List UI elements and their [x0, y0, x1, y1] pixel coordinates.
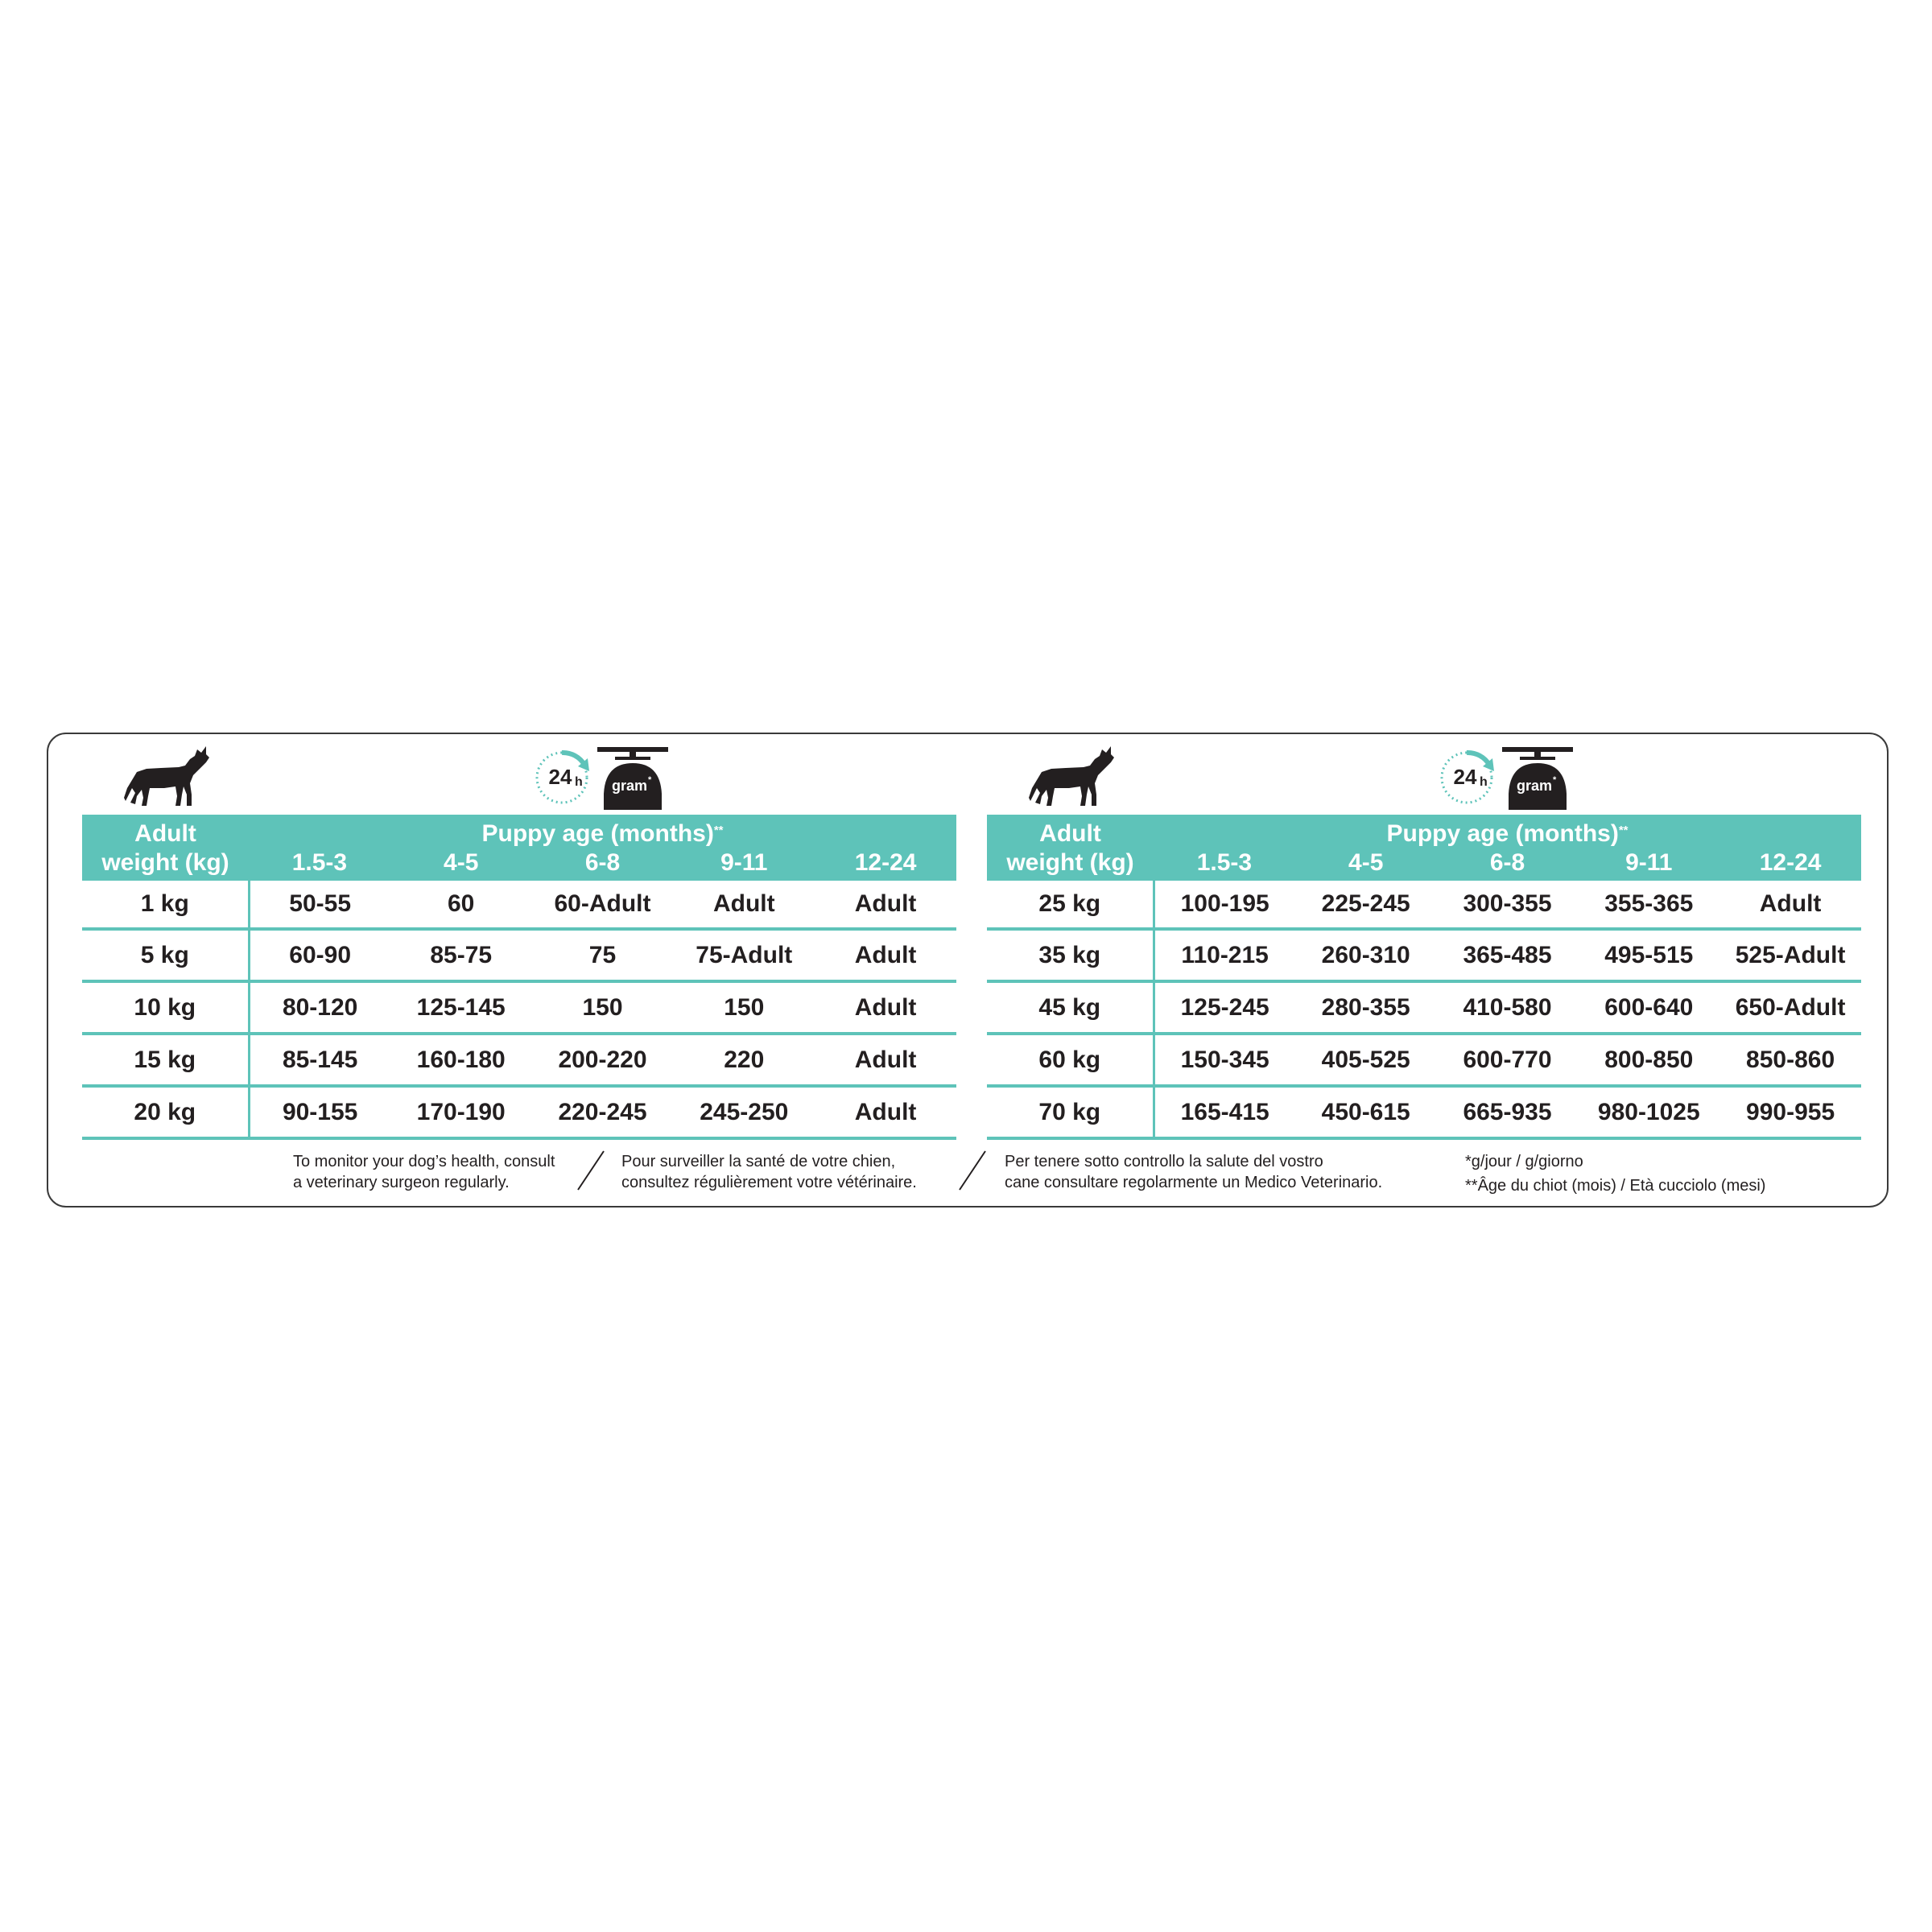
feeding-section-right [987, 734, 1861, 1153]
amount-cell: 260-310 [1295, 929, 1437, 981]
dog-silhouette-icon [122, 745, 209, 807]
gram-label: gram [1516, 778, 1553, 794]
amount-cell: 160-180 [390, 1034, 532, 1086]
amount-cell: Adult [815, 929, 956, 981]
amount-cell: 990-955 [1719, 1086, 1861, 1138]
footer-note-en [293, 1151, 555, 1193]
weight-header-line2: weight (kg) [987, 848, 1154, 881]
amount-cell: Adult [815, 1034, 956, 1086]
amount-cell: 850-860 [1719, 1034, 1861, 1086]
amount-cell: 90-155 [249, 1086, 390, 1138]
amount-cell: 600-770 [1437, 1034, 1579, 1086]
weight-header-line1: Adult [82, 815, 249, 848]
table-row [987, 1034, 1861, 1086]
amount-cell: Adult [815, 981, 956, 1034]
amount-cell: 450-615 [1295, 1086, 1437, 1138]
weight-cell: 45 kg [987, 981, 1154, 1034]
table-header-row [987, 815, 1861, 848]
weight-cell: 15 kg [82, 1034, 249, 1086]
weight-cell: 10 kg [82, 981, 249, 1034]
divider-slash [575, 1150, 607, 1191]
amount-cell: 150 [532, 981, 674, 1034]
amount-cell: 980-1025 [1578, 1086, 1719, 1138]
amount-cell: 110-215 [1154, 929, 1295, 981]
age-column-header: 12-24 [815, 848, 956, 881]
amount-cell: 665-935 [1437, 1086, 1579, 1138]
amount-cell: 75 [532, 929, 674, 981]
amount-cell: 50-55 [249, 881, 390, 929]
table-row [82, 881, 956, 929]
age-column-header: 1.5-3 [1154, 848, 1295, 881]
amount-cell: 355-365 [1578, 881, 1719, 929]
puppy-age-header: Puppy age (months)** [1154, 815, 1861, 848]
table-row [82, 1034, 956, 1086]
table-header-row [987, 848, 1861, 881]
feeding-table-right [987, 815, 1861, 1140]
amount-cell: 85-145 [249, 1034, 390, 1086]
footer-it-line1: Per tenere sotto controllo la salute del vostro [1005, 1153, 1323, 1170]
footer-it-line2: cane consultare regolarmente un Medico Veterinario. [1005, 1174, 1383, 1191]
scale-bowl-icon [597, 747, 668, 810]
amount-cell: 410-580 [1437, 981, 1579, 1034]
gram-mark: * [648, 775, 652, 785]
amount-cell: 125-145 [390, 981, 532, 1034]
amount-cell: 60 [390, 881, 532, 929]
amount-cell: 600-640 [1578, 981, 1719, 1034]
age-column-header: 6-8 [532, 848, 674, 881]
table-row [987, 981, 1861, 1034]
amount-cell: 80-120 [249, 981, 390, 1034]
divider-slash [956, 1150, 989, 1191]
dog-silhouette-icon [1027, 745, 1114, 807]
amount-cell: 165-415 [1154, 1086, 1295, 1138]
weight-header-line1: Adult [987, 815, 1154, 848]
footer-note-it [1005, 1151, 1382, 1193]
footer-fr-line1: Pour surveiller la santé de votre chien, [621, 1153, 896, 1170]
weight-cell: 1 kg [82, 881, 249, 929]
table-row [82, 981, 956, 1034]
feeding-section-left [82, 734, 956, 1153]
feeding-guide-label [47, 733, 1889, 1208]
amount-cell: 495-515 [1578, 929, 1719, 981]
amount-cell: 60-90 [249, 929, 390, 981]
amount-cell: Adult [815, 1086, 956, 1138]
age-column-header: 12-24 [1719, 848, 1861, 881]
footer-fr-line2: consultez régulièrement votre vétérinaire. [621, 1174, 917, 1191]
age-column-header: 6-8 [1437, 848, 1579, 881]
scale-bowl-icon [1502, 747, 1573, 810]
amount-cell: 170-190 [390, 1086, 532, 1138]
amount-cell: Adult [1719, 881, 1861, 929]
table-row [987, 929, 1861, 981]
weight-cell: 35 kg [987, 929, 1154, 981]
amount-cell: 125-245 [1154, 981, 1295, 1034]
clock-24h-icon [531, 747, 592, 807]
amount-cell: 405-525 [1295, 1034, 1437, 1086]
clock-hours-unit: h [1480, 775, 1488, 789]
table-row [82, 929, 956, 981]
amount-cell: 150 [673, 981, 815, 1034]
amount-cell: 200-220 [532, 1034, 674, 1086]
weight-cell: 5 kg [82, 929, 249, 981]
gram-mark: * [1553, 775, 1557, 785]
footer-en-line1: To monitor your dog’s health, consult [293, 1153, 555, 1170]
amount-cell: 220-245 [532, 1086, 674, 1138]
weight-cell: 60 kg [987, 1034, 1154, 1086]
table-row [987, 881, 1861, 929]
clock-24h-icon [1436, 747, 1497, 807]
amount-cell: 650-Adult [1719, 981, 1861, 1034]
amount-cell: 525-Adult [1719, 929, 1861, 981]
amount-cell: Adult [673, 881, 815, 929]
age-column-header: 4-5 [1295, 848, 1437, 881]
weight-cell: 20 kg [82, 1086, 249, 1138]
puppy-age-header: Puppy age (months)** [249, 815, 956, 848]
weight-header-line2: weight (kg) [82, 848, 249, 881]
clock-hours: 24 [1453, 765, 1477, 789]
table-header-row [82, 848, 956, 881]
amount-cell: 75-Adult [673, 929, 815, 981]
weight-cell: 25 kg [987, 881, 1154, 929]
footnote-units: *g/jour / g/giorno [1465, 1153, 1583, 1170]
age-column-header: 1.5-3 [249, 848, 390, 881]
amount-cell: 300-355 [1437, 881, 1579, 929]
clock-hours: 24 [548, 765, 572, 789]
amount-cell: 60-Adult [532, 881, 674, 929]
feeding-table-left [82, 815, 956, 1140]
footer-en-line2: a veterinary surgeon regularly. [293, 1174, 510, 1191]
clock-hours-unit: h [575, 775, 583, 789]
footer-unit-notes [1465, 1151, 1765, 1196]
amount-cell: 150-345 [1154, 1034, 1295, 1086]
weight-cell: 70 kg [987, 1086, 1154, 1138]
footnote-age: **Âge du chiot (mois) / Età cucciolo (mesi) [1465, 1177, 1766, 1195]
table-row [987, 1086, 1861, 1138]
amount-cell: 280-355 [1295, 981, 1437, 1034]
age-column-header: 9-11 [1578, 848, 1719, 881]
amount-cell: 800-850 [1578, 1034, 1719, 1086]
amount-cell: 100-195 [1154, 881, 1295, 929]
age-column-header: 4-5 [390, 848, 532, 881]
amount-cell: 365-485 [1437, 929, 1579, 981]
table-row [82, 1086, 956, 1138]
amount-cell: Adult [815, 881, 956, 929]
age-column-header: 9-11 [673, 848, 815, 881]
amount-cell: 85-75 [390, 929, 532, 981]
footer-note-fr [621, 1151, 917, 1193]
amount-cell: 220 [673, 1034, 815, 1086]
gram-label: gram [611, 778, 648, 794]
amount-cell: 225-245 [1295, 881, 1437, 929]
amount-cell: 245-250 [673, 1086, 815, 1138]
table-header-row [82, 815, 956, 848]
